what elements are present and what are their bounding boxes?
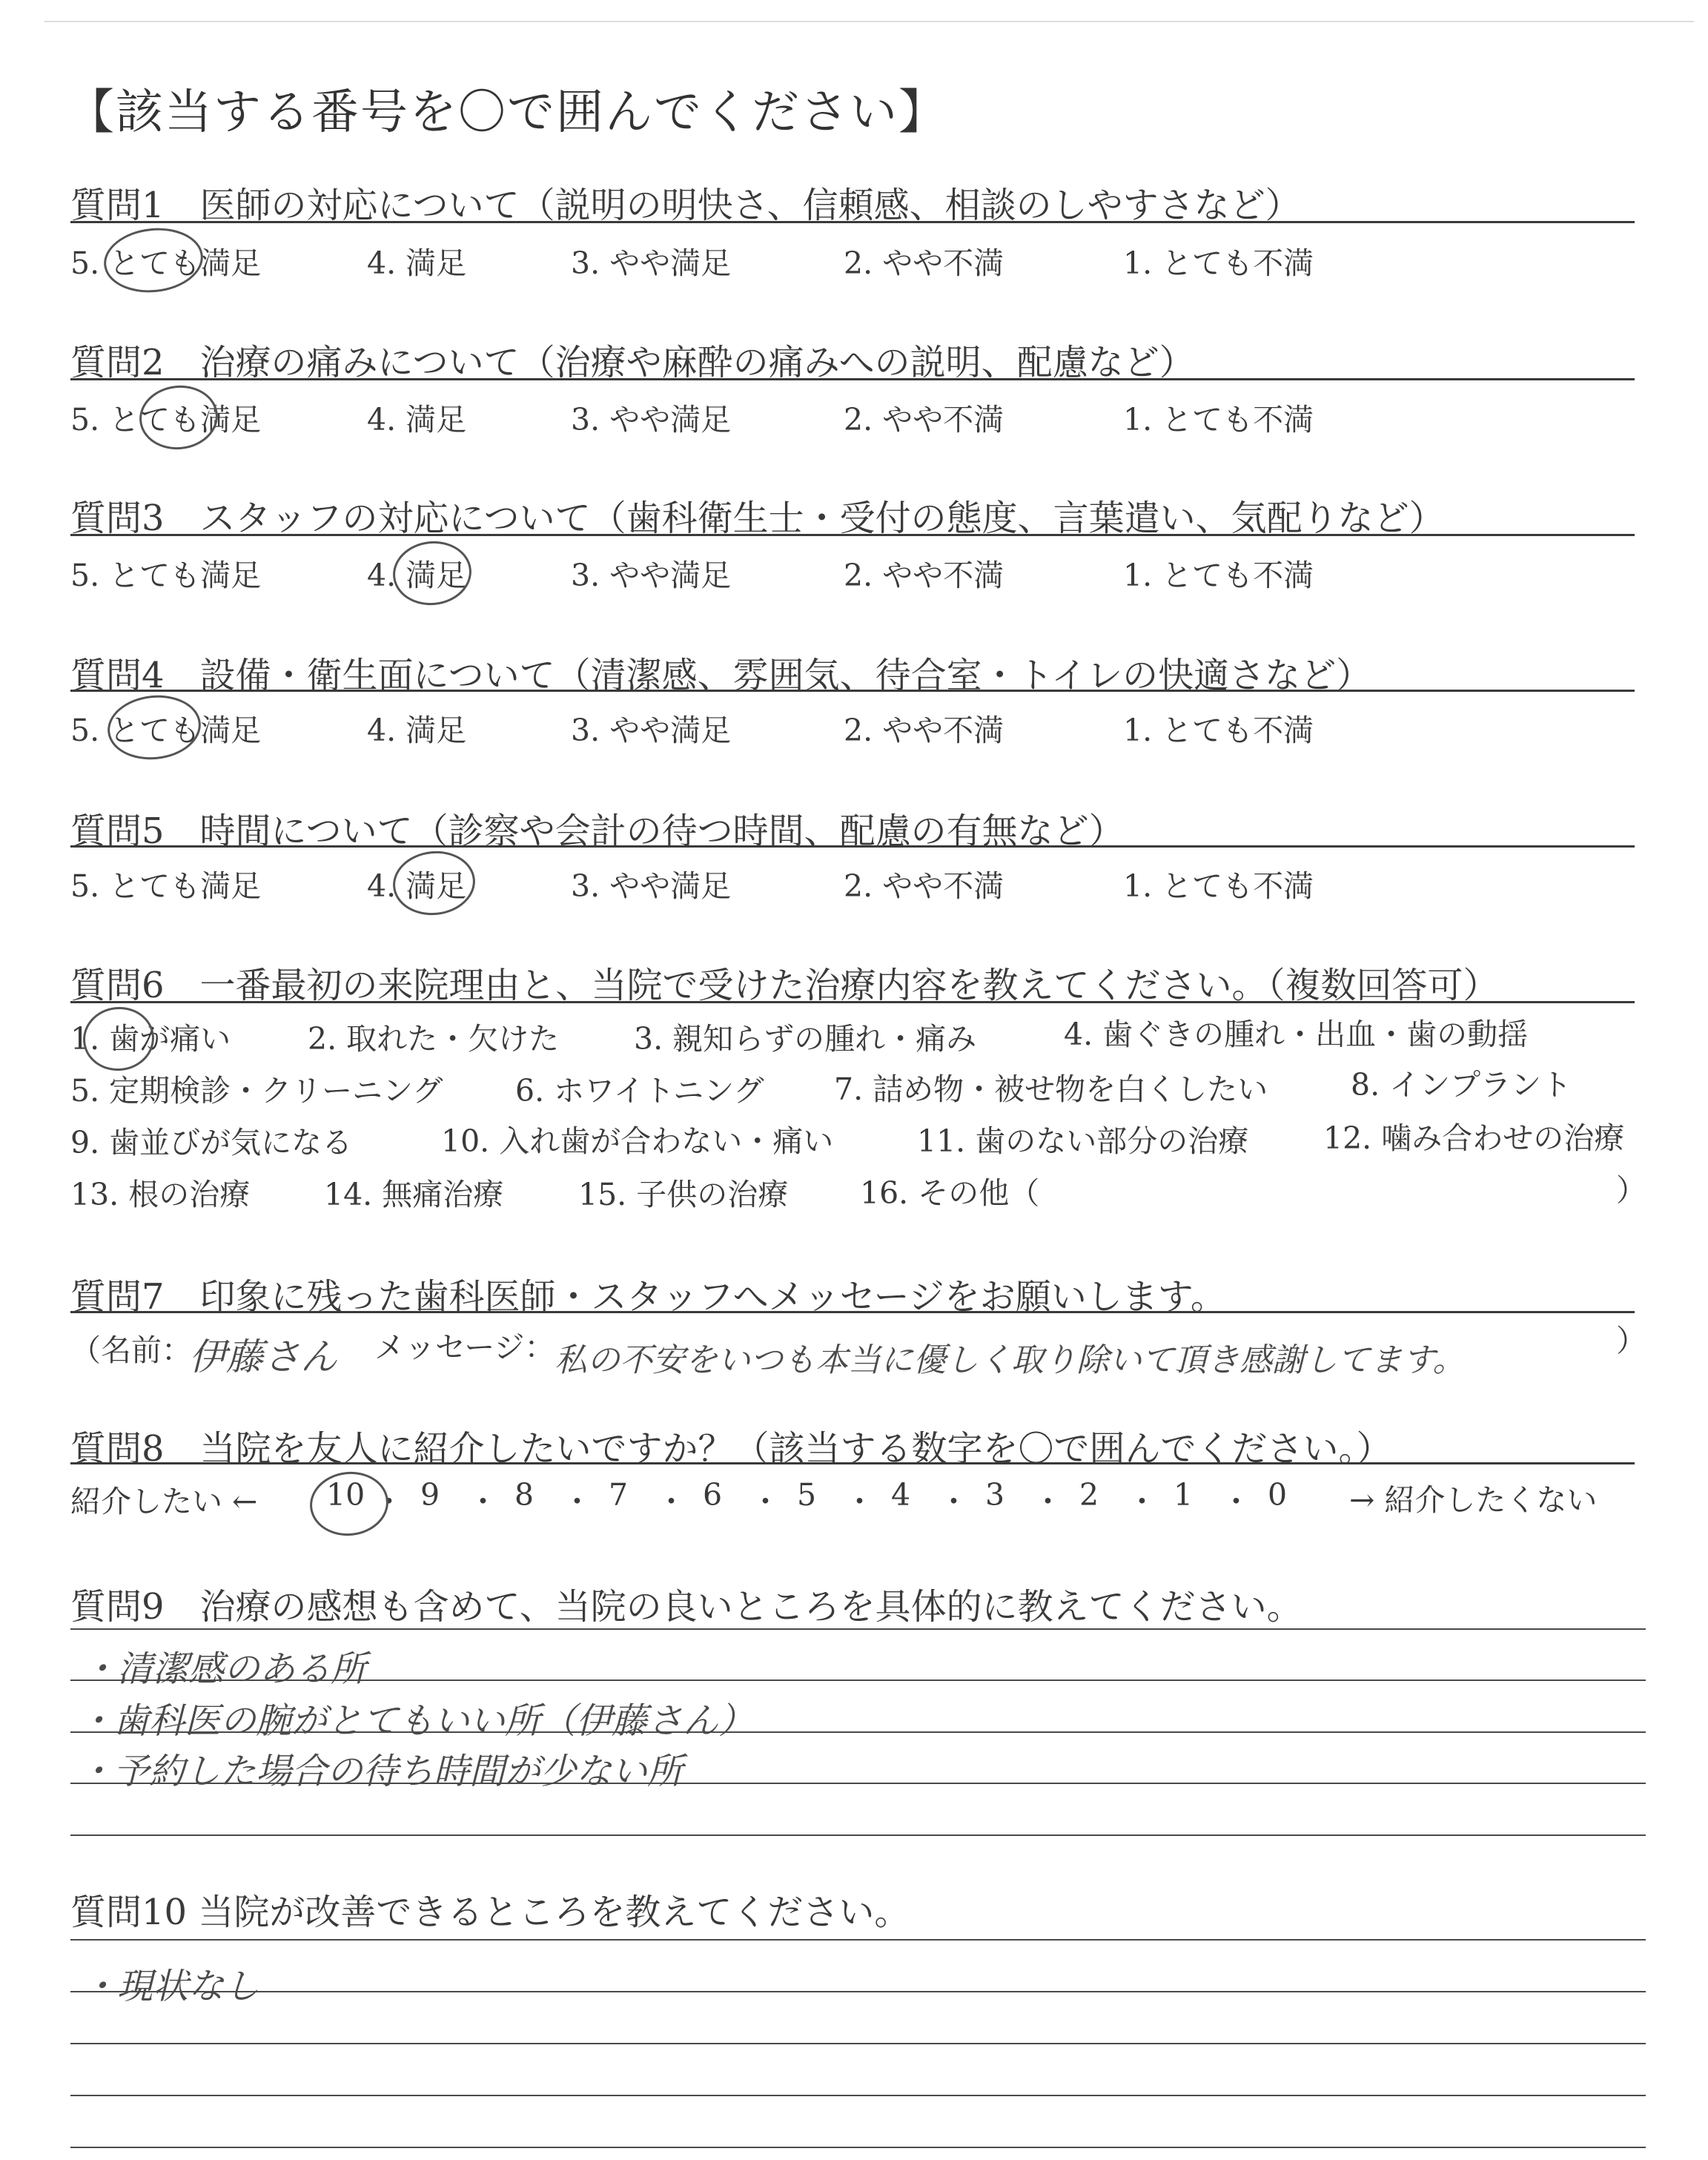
q8-scale-7[interactable]: 7 [609, 1477, 629, 1513]
q2-opt-5[interactable]: 5. とても満足 [70, 402, 262, 437]
q6-opt-15[interactable]: 15. 子供の治療 [578, 1177, 789, 1212]
q8-right-label: → 紹介したくない [1349, 1482, 1598, 1518]
q1-opt-3[interactable]: 3. やや満足 [571, 245, 732, 281]
q6-opt-1[interactable]: 1. 歯が痛い [70, 1021, 231, 1057]
q5-rule [70, 845, 1635, 848]
q5-opt-3[interactable]: 3. やや満足 [571, 868, 732, 904]
q8-scale-3[interactable]: 3 [985, 1477, 1005, 1513]
q6-opt-14[interactable]: 14. 無痛治療 [324, 1177, 504, 1212]
q9-title: 質問9 治療の感想も含めて、当院の良いところを具体的に教えてください。 [70, 1586, 1302, 1628]
q5-opt-5[interactable]: 5. とても満足 [70, 868, 262, 904]
q3-opt-2[interactable]: 2. やや不満 [844, 558, 1004, 593]
q7-message-value[interactable]: 私の不安をいつも本当に優しく取り除いて頂き感謝してます。 [555, 1341, 1466, 1379]
q7-name-label: （名前： [70, 1332, 192, 1368]
q9-line-1 [70, 1628, 1646, 1630]
q9-answer-2[interactable]: ・歯科医の腕がとてもいい所（伊藤さん） [78, 1700, 755, 1742]
q6-close-paren: ） [1616, 1172, 1646, 1208]
q10-line-3 [70, 2043, 1646, 2044]
q5-title: 質問5 時間について（診察や会計の待つ時間、配慮の有無など） [70, 810, 1125, 852]
q4-rule [70, 690, 1635, 692]
q4-title: 質問4 設備・衛生面について（清潔感、雰囲気、待合室・トイレの快適さなど） [70, 655, 1372, 696]
q2-rule [70, 378, 1635, 380]
q4-answer-circle [105, 691, 204, 764]
q6-opt-6[interactable]: 6. ホワイトニング [515, 1073, 764, 1109]
q8-scale-separator: ・ [468, 1484, 498, 1519]
scan-edge [44, 21, 1694, 22]
q7-name-value[interactable]: 伊藤さん [189, 1335, 337, 1378]
q3-rule [70, 534, 1635, 536]
q8-scale-2[interactable]: 2 [1079, 1477, 1099, 1513]
q8-scale-6[interactable]: 6 [703, 1477, 723, 1513]
q2-opt-2[interactable]: 2. やや不満 [844, 402, 1004, 437]
page-header: 【該当する番号を〇で囲んでください】 [67, 85, 947, 140]
q2-title: 質問2 治療の痛みについて（治療や麻酔の痛みへの説明、配慮など） [70, 342, 1195, 383]
q5-opt-1[interactable]: 1. とても不満 [1123, 868, 1314, 904]
q8-scale-separator: ・ [1221, 1484, 1251, 1519]
q10-line-2 [70, 1991, 1646, 1992]
q1-title: 質問1 医師の対応について（説明の明快さ、信頼感、相談のしやすさなど） [70, 185, 1301, 226]
q5-answer-circle [390, 847, 478, 919]
q8-left-label: 紹介したい ← [70, 1484, 258, 1519]
q6-rule [70, 1001, 1635, 1003]
q7-title: 質問7 印象に残った歯科医師・スタッフへメッセージをお願いします。 [70, 1276, 1226, 1318]
q6-title: 質問6 一番最初の来院理由と、当院で受けた治療内容を教えてください。（複数回答可） [70, 965, 1499, 1006]
q6-opt-4[interactable]: 4. 歯ぐきの腫れ・出血・歯の動揺 [1064, 1017, 1529, 1052]
q4-opt-4[interactable]: 4. 満足 [367, 713, 467, 748]
q2-opt-4[interactable]: 4. 満足 [367, 402, 467, 437]
q2-answer-circle [136, 382, 221, 454]
q6-opt-12[interactable]: 12. 噛み合わせの治療 [1323, 1120, 1625, 1156]
q8-scale-separator: ・ [750, 1484, 781, 1519]
q8-scale-separator: ・ [844, 1484, 875, 1519]
q3-opt-4[interactable]: 4. 満足 [367, 558, 467, 593]
q6-opt-16[interactable]: 16. その他（ [860, 1175, 1040, 1211]
q5-opt-4[interactable]: 4. 満足 [367, 868, 467, 904]
q2-opt-3[interactable]: 3. やや満足 [571, 402, 732, 437]
q6-opt-8[interactable]: 8. インプラント [1351, 1067, 1572, 1103]
q6-opt-10[interactable]: 10. 入れ歯が合わない・痛い [441, 1123, 834, 1159]
q8-scale-5[interactable]: 5 [797, 1477, 817, 1513]
q8-scale-4[interactable]: 4 [891, 1477, 911, 1513]
q10-line-5 [70, 2147, 1646, 2148]
q6-opt-11[interactable]: 11. 歯のない部分の治療 [917, 1123, 1249, 1159]
q7-message-label: メッセージ： [374, 1330, 555, 1365]
q4-opt-5[interactable]: 5. とても満足 [70, 713, 262, 748]
q4-opt-1[interactable]: 1. とても不満 [1123, 713, 1314, 748]
q2-opt-1[interactable]: 1. とても不満 [1123, 402, 1314, 437]
q8-scale-9[interactable]: 9 [420, 1477, 440, 1513]
q8-scale-0[interactable]: 0 [1268, 1477, 1288, 1513]
q3-answer-circle [390, 538, 474, 610]
q8-scale-separator: ・ [562, 1484, 592, 1519]
q10-line-1 [70, 1939, 1646, 1941]
q8-scale-10[interactable]: 10 [326, 1477, 365, 1513]
q7-rule [70, 1311, 1635, 1313]
q6-opt-2[interactable]: 2. 取れた・欠けた [308, 1021, 560, 1057]
q9-answer-1[interactable]: ・清潔感のある所 [82, 1648, 367, 1690]
q6-opt-13[interactable]: 13. 根の治療 [70, 1177, 251, 1212]
q1-opt-5[interactable]: 5. とても満足 [70, 245, 262, 281]
q1-opt-4[interactable]: 4. 満足 [367, 245, 467, 281]
q8-scale-8[interactable]: 8 [514, 1477, 534, 1513]
q10-title: 質問10 当院が改善できるところを教えてください。 [70, 1892, 910, 1933]
q1-opt-2[interactable]: 2. やや不満 [844, 245, 1004, 281]
q4-opt-3[interactable]: 3. やや満足 [571, 713, 732, 748]
q3-title: 質問3 スタッフの対応について（歯科衛生士・受付の態度、言葉遣い、気配りなど） [70, 498, 1445, 539]
q8-scale-separator: ・ [939, 1484, 969, 1519]
q1-answer-circle [101, 223, 206, 297]
q1-rule [70, 221, 1635, 223]
q8-scale-separator: ・ [374, 1484, 404, 1519]
q6-opt-3[interactable]: 3. 親知らずの腫れ・痛み [634, 1021, 977, 1057]
q9-answer-3[interactable]: ・予約した場合の待ち時間が少ない所 [78, 1751, 683, 1792]
q10-answer-1[interactable]: ・現状なし [82, 1966, 260, 2007]
q5-opt-2[interactable]: 2. やや不満 [844, 868, 1004, 904]
q8-title: 質問8 当院を友人に紹介したいですか？（該当する数字を〇で囲んでください。） [70, 1428, 1392, 1470]
q10-line-4 [70, 2095, 1646, 2096]
q9-line-5 [70, 1834, 1646, 1836]
q8-scale-separator: ・ [656, 1484, 686, 1519]
q1-opt-1[interactable]: 1. とても不満 [1123, 245, 1314, 281]
q6-opt-9[interactable]: 9. 歯並びが気になる [70, 1125, 353, 1160]
q3-opt-3[interactable]: 3. やや満足 [571, 558, 732, 593]
q3-opt-1[interactable]: 1. とても不満 [1123, 558, 1314, 593]
q7-close-paren: ） [1616, 1323, 1646, 1358]
q3-opt-5[interactable]: 5. とても満足 [70, 558, 262, 593]
q8-scale-separator: ・ [1033, 1484, 1063, 1519]
q8-scale-1[interactable]: 1 [1174, 1477, 1194, 1513]
q8-rule [70, 1462, 1635, 1464]
q6-opt-7[interactable]: 7. 詰め物・被せ物を白くしたい [834, 1071, 1268, 1107]
q6-opt-5[interactable]: 5. 定期検診・クリーニング [70, 1073, 443, 1109]
q8-scale-separator: ・ [1127, 1484, 1157, 1519]
q4-opt-2[interactable]: 2. やや不満 [844, 713, 1004, 748]
